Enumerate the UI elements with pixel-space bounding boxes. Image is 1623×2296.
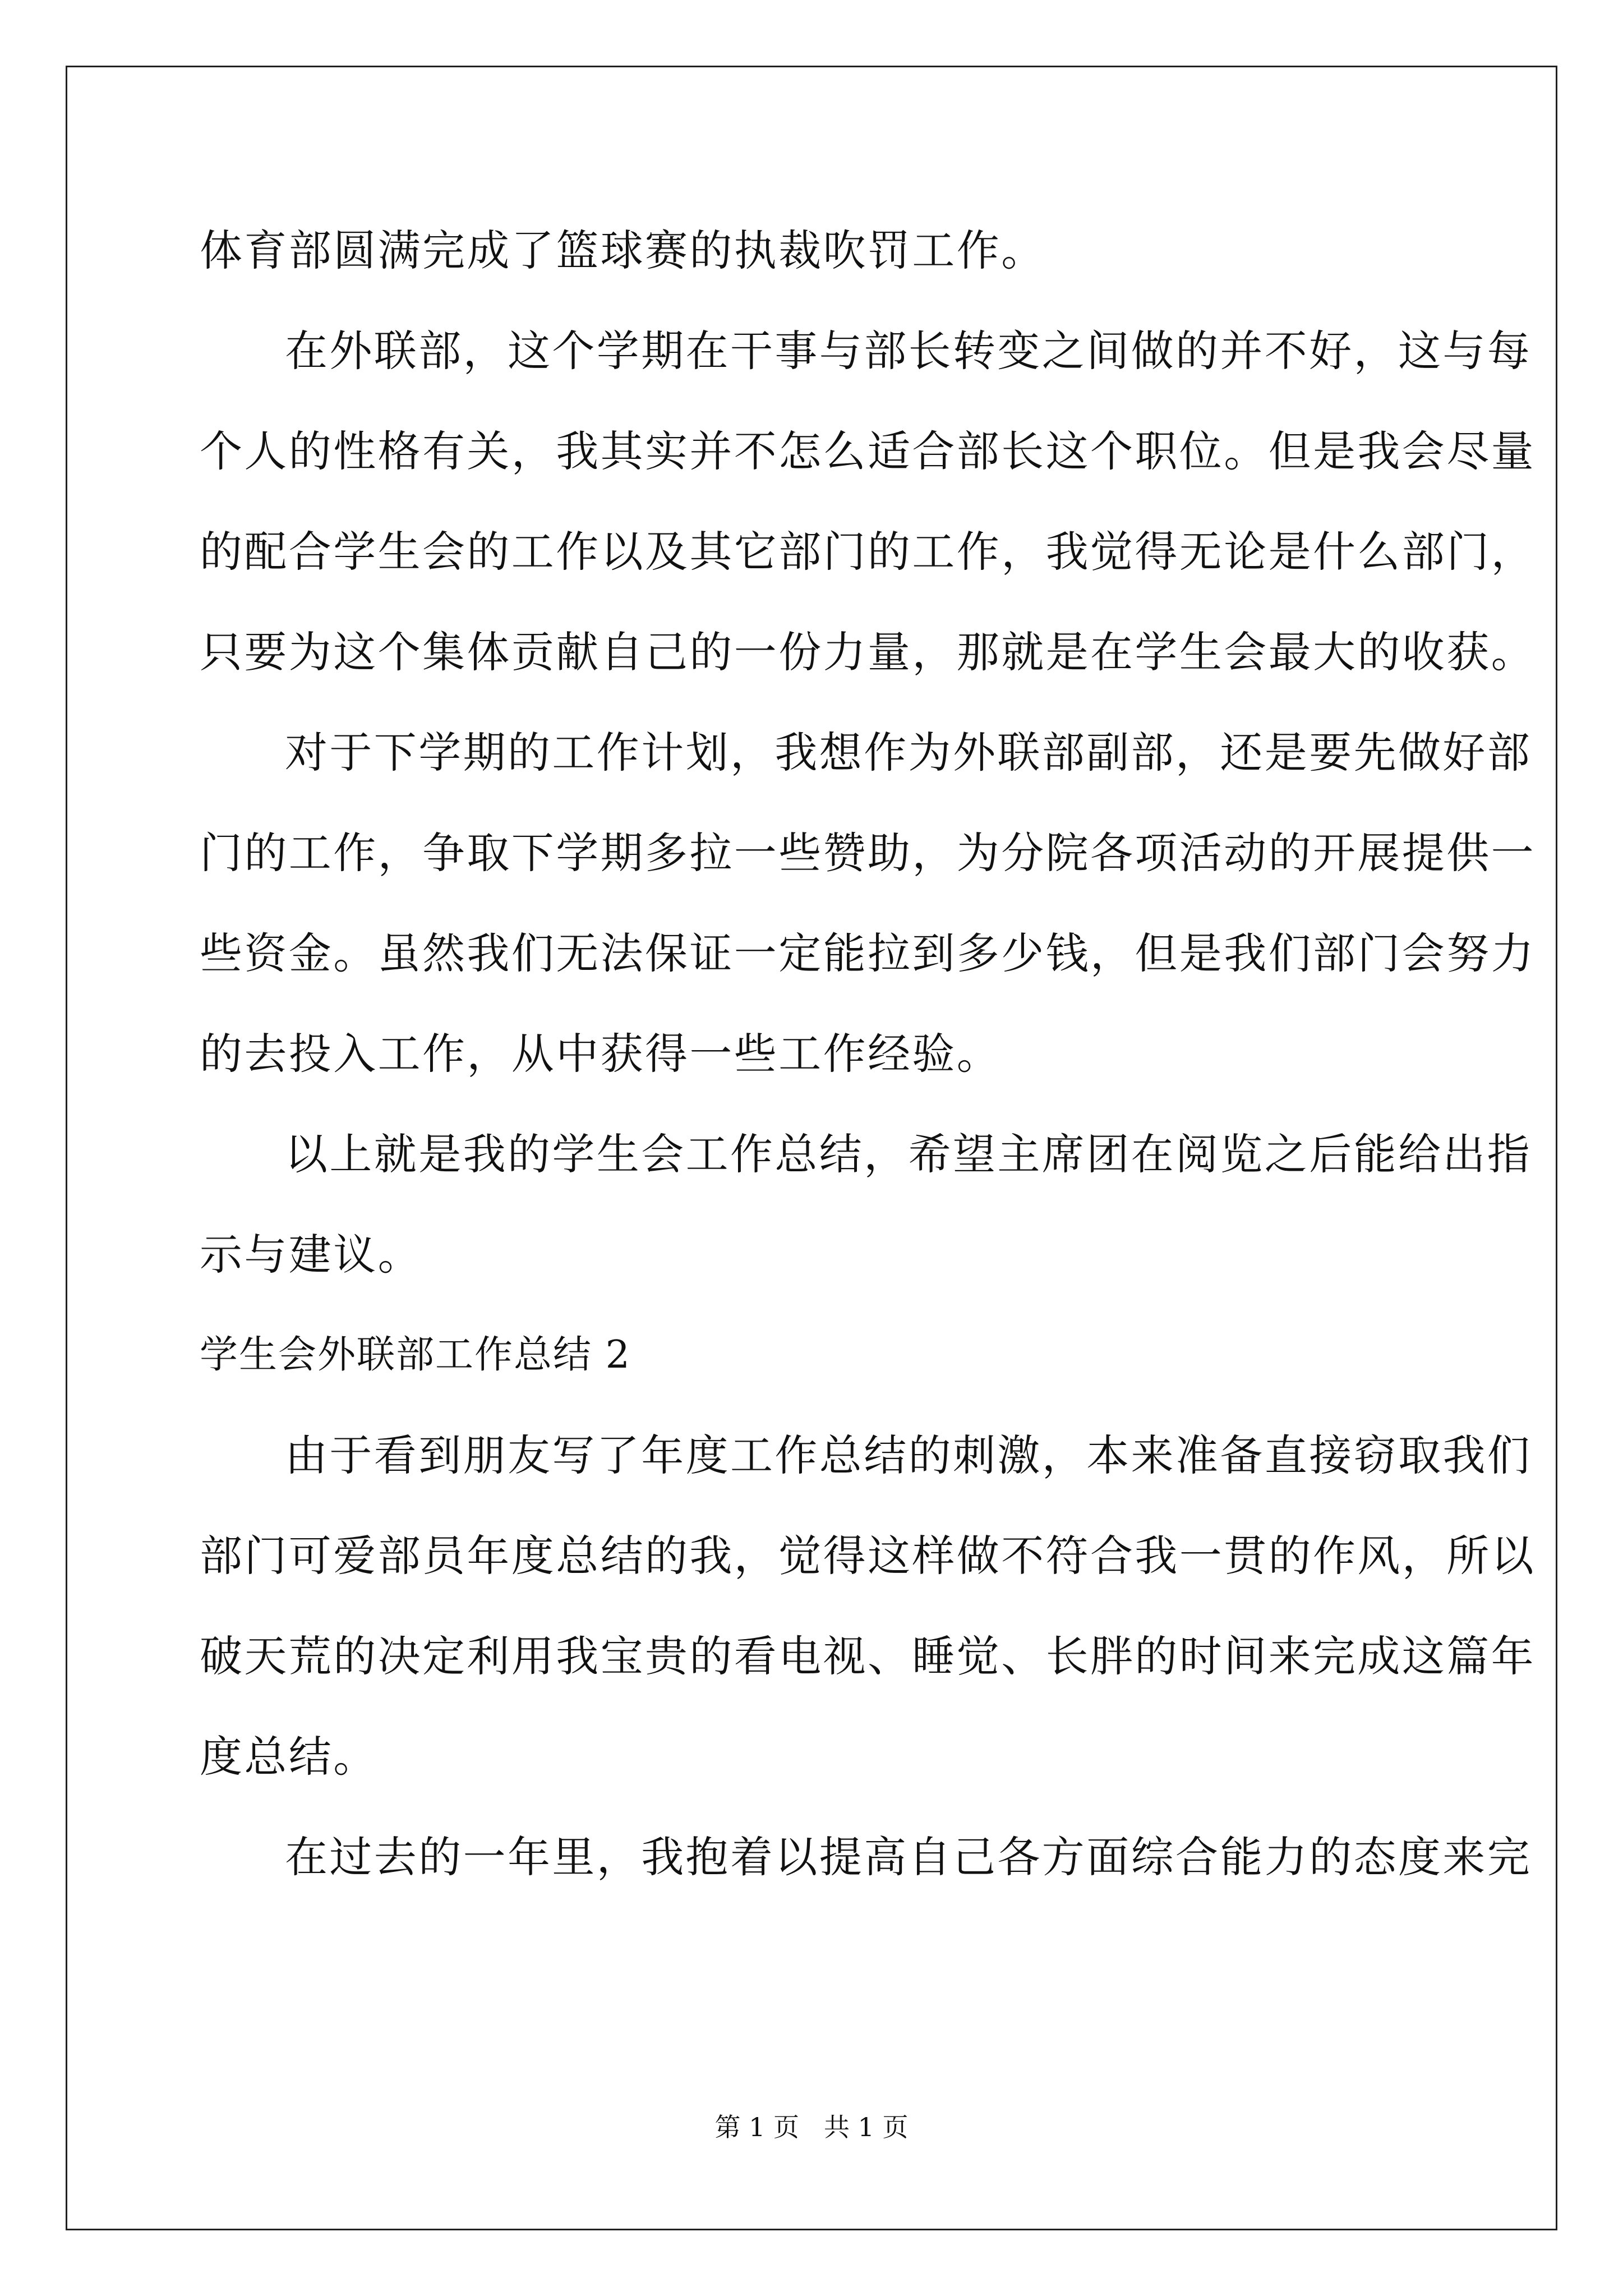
text-line: 由于看到朋友写了年度工作总结的刺激，本来准备直接窃取我们 [285, 1430, 1532, 1480]
text-line: 的去投入工作，从中获得一些工作经验。 [200, 1029, 1002, 1079]
text-line: 些资金。虽然我们无法保证一定能拉到多少钱，但是我们部门会努力 [200, 928, 1536, 978]
page-footer [0, 2110, 1623, 2144]
document-body [200, 200, 1536, 1907]
text-line: 示与建议。 [200, 1230, 422, 1280]
text-line: 个人的性格有关，我其实并不怎么适合部长这个职位。但是我会尽量 [200, 426, 1536, 476]
text-line: 的配合学生会的工作以及其它部门的工作，我觉得无论是什么部门， [200, 527, 1536, 577]
text-line: 体育部圆满完成了篮球赛的执裁吹罚工作。 [200, 226, 1046, 275]
text-line: 门的工作，争取下学期多拉一些赞助，为分院各项活动的开展提供一 [200, 828, 1536, 878]
text-line: 在外联部，这个学期在干事与部长转变之间做的并不好，这与每 [285, 326, 1532, 376]
text-line: 破天荒的决定利用我宝贵的看电视、睡觉、长胖的时间来完成这篇年 [200, 1631, 1536, 1681]
text-line: 度总结。 [200, 1732, 378, 1782]
text-line: 只要为这个集体贡献自己的一份力量，那就是在学生会最大的收获。 [200, 627, 1536, 677]
text-line: 部门可爱部员年度总结的我，觉得这样做不符合我一贯的作风，所以 [200, 1531, 1536, 1581]
page-number: 第 1 页 [714, 2112, 799, 2142]
text-line: 以上就是我的学生会工作总结，希望主席团在阅览之后能给出指 [285, 1129, 1532, 1179]
page-total: 共 1 页 [824, 2112, 909, 2142]
text-line: 在过去的一年里，我抱着以提高自己各方面综合能力的态度来完 [285, 1832, 1532, 1882]
section-heading: 学生会外联部工作总结 2 [200, 1333, 631, 1377]
text-line: 对于下学期的工作计划，我想作为外联部副部，还是要先做好部 [285, 728, 1532, 777]
